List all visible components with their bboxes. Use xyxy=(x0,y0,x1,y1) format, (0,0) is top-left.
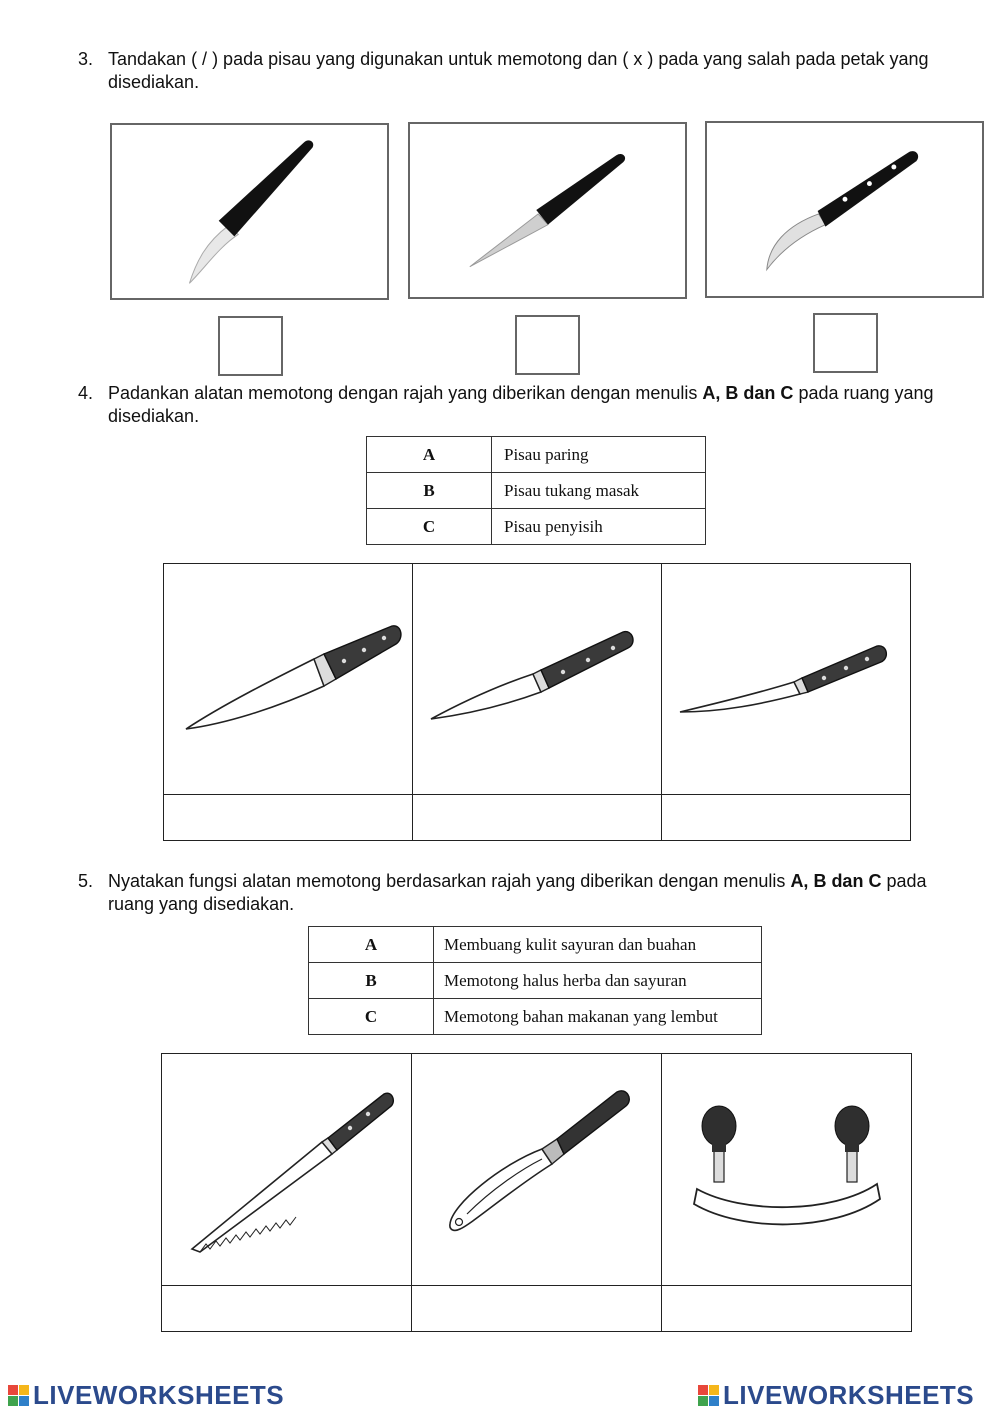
answer-cell[interactable] xyxy=(164,795,413,841)
answer-key-table xyxy=(366,436,706,545)
brand-text: LIVEWORKSHEETS xyxy=(33,1380,285,1410)
chef-knife-icon xyxy=(164,564,412,794)
question-text: Padankan alatan memotong dengan rajah yang diberikan dengan menulis A, B dan C pada ruang yang disediakan. xyxy=(108,383,934,426)
image-cell xyxy=(164,564,413,795)
question-text: Tandakan ( / ) pada pisau yang digunakan untuk memotong dan ( x ) pada yang salah pada petak yang disediakan. xyxy=(108,49,929,92)
answer-cell[interactable] xyxy=(662,1286,912,1332)
key-label: Pisau penyisih xyxy=(492,509,706,545)
image-cell xyxy=(162,1054,412,1286)
knife-image-frame xyxy=(408,122,687,299)
footer-brand-right xyxy=(698,1380,974,1411)
image-cell xyxy=(412,1054,662,1286)
answer-box-2[interactable] xyxy=(515,315,580,375)
answer-cell[interactable] xyxy=(662,795,911,841)
question-3 xyxy=(78,48,958,94)
image-cell xyxy=(413,564,662,795)
knife-image-frame xyxy=(705,121,984,298)
bread-knife-icon xyxy=(162,1054,411,1285)
answer-box-1[interactable] xyxy=(218,316,283,376)
key-row xyxy=(309,927,762,963)
key-label: Pisau paring xyxy=(492,437,706,473)
straight-paring-knife-icon xyxy=(410,124,685,297)
matching-grid xyxy=(163,563,911,841)
matching-grid xyxy=(161,1053,912,1332)
answer-cell[interactable] xyxy=(412,1286,662,1332)
brand-text: LIVEWORKSHEETS xyxy=(723,1380,975,1410)
question-number: 3. xyxy=(78,49,94,69)
answer-box-3[interactable] xyxy=(813,313,878,373)
question-5 xyxy=(78,870,958,916)
vegetable-peeler-icon xyxy=(412,1054,661,1285)
bird-beak-knife-icon xyxy=(707,123,982,296)
image-row xyxy=(162,1054,912,1286)
liveworksheets-logo-icon xyxy=(8,1385,30,1407)
key-label: Membuang kulit sayuran dan buahan xyxy=(434,927,762,963)
answer-key-table xyxy=(308,926,762,1035)
answer-row xyxy=(162,1286,912,1332)
key-label: Memotong bahan makanan yang lembut xyxy=(434,999,762,1035)
key-letter: A xyxy=(367,437,492,473)
key-letter: A xyxy=(309,927,434,963)
image-cell xyxy=(662,1054,912,1286)
key-row xyxy=(309,999,762,1035)
image-row xyxy=(164,564,911,795)
answer-cell[interactable] xyxy=(162,1286,412,1332)
boning-knife-icon xyxy=(662,564,910,794)
knife-image-frame xyxy=(110,123,389,300)
key-letter: C xyxy=(367,509,492,545)
question-number: 4. xyxy=(78,383,94,403)
liveworksheets-logo-icon xyxy=(698,1385,720,1407)
key-letter: B xyxy=(367,473,492,509)
key-row xyxy=(367,509,706,545)
answer-row xyxy=(164,795,911,841)
answer-cell[interactable] xyxy=(413,795,662,841)
key-label: Pisau tukang masak xyxy=(492,473,706,509)
key-row xyxy=(367,437,706,473)
key-row xyxy=(367,473,706,509)
mezzaluna-icon xyxy=(662,1054,911,1285)
question-text: Nyatakan fungsi alatan memotong berdasarkan rajah yang diberikan dengan menulis A, B dan C pada ruang yang disediakan. xyxy=(108,871,927,914)
key-row xyxy=(309,963,762,999)
utility-knife-icon xyxy=(413,564,661,794)
curved-paring-knife-icon xyxy=(112,125,387,298)
key-letter: B xyxy=(309,963,434,999)
key-letter: C xyxy=(309,999,434,1035)
key-label: Memotong halus herba dan sayuran xyxy=(434,963,762,999)
question-number: 5. xyxy=(78,871,94,891)
question-4 xyxy=(78,382,958,428)
footer-brand-left xyxy=(8,1380,284,1411)
image-cell xyxy=(662,564,911,795)
